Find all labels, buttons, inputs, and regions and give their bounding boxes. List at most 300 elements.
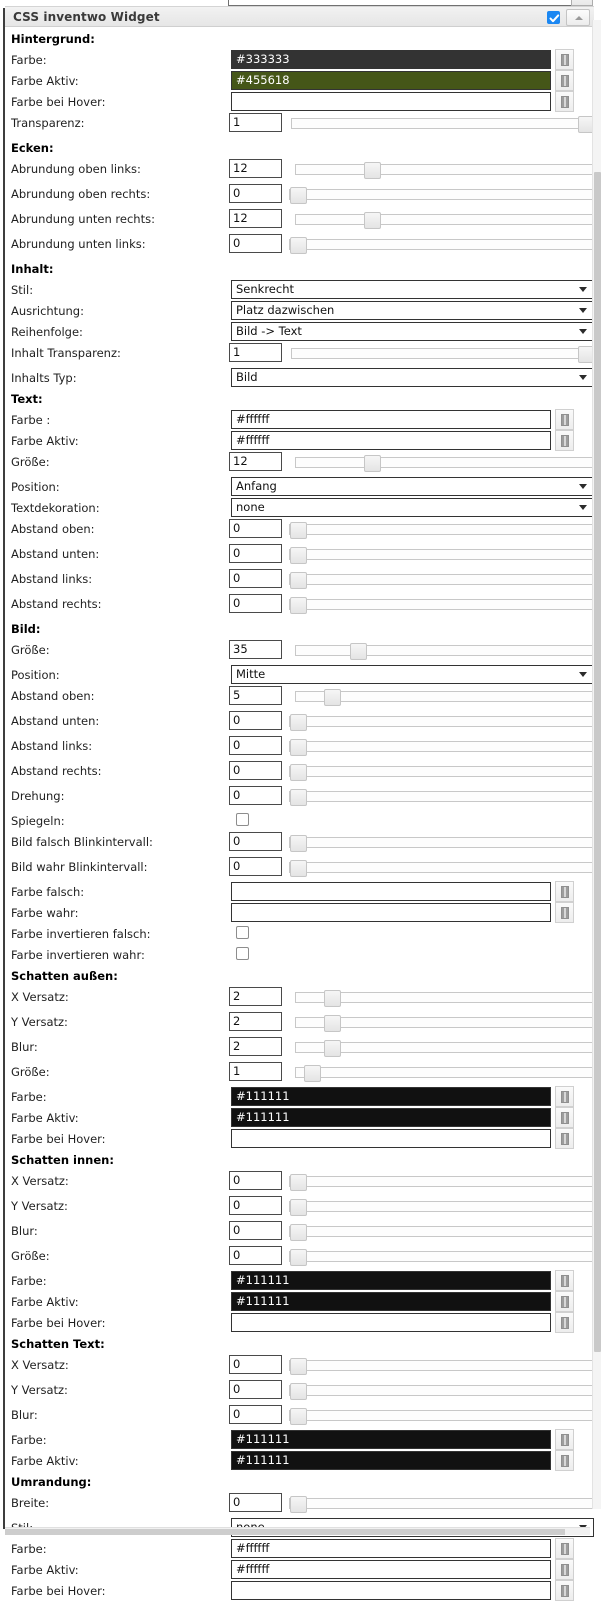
value-input[interactable]: 0 — [229, 832, 282, 851]
select-value: none — [236, 500, 265, 514]
setting-label: Größe: — [11, 455, 50, 469]
value-slider[interactable] — [289, 1201, 594, 1212]
color-value-input[interactable]: #ffffff — [231, 431, 551, 450]
panel-title: CSS inventwo Widget — [13, 10, 160, 24]
toggle-checkbox[interactable] — [236, 926, 249, 939]
group-heading-hintergrund — [5, 28, 594, 49]
slider-handle[interactable] — [290, 187, 307, 204]
setting-label: Blur: — [11, 1224, 38, 1238]
setting-label: Farbe invertieren falsch: — [11, 927, 151, 941]
setting-label: Farbe Aktiv: — [11, 434, 79, 448]
color-palette-icon — [561, 1585, 569, 1597]
value-input[interactable]: 2 — [229, 1012, 282, 1031]
setting-row-schatten-innen-farbe-bei-hover — [5, 1312, 594, 1333]
setting-row-ecken-abrundung-oben-rechts — [5, 183, 594, 208]
slider-handle[interactable] — [290, 714, 307, 731]
setting-label: Blur: — [11, 1040, 38, 1054]
slider-handle[interactable] — [290, 1249, 307, 1266]
setting-row-schatten-aussen-x-versatz — [5, 986, 594, 1011]
setting-label: Farbe invertieren wahr: — [11, 948, 145, 962]
color-palette-icon — [561, 907, 569, 919]
setting-row-bild-farbe-invertieren-wahr — [5, 944, 594, 965]
color-palette-icon — [561, 96, 569, 108]
setting-row-bild-gr-e — [5, 639, 594, 664]
chevron-down-icon — [579, 672, 587, 677]
color-value-input[interactable]: #ffffff — [231, 1539, 551, 1558]
color-picker-button[interactable] — [555, 1450, 574, 1471]
slider-handle[interactable] — [364, 162, 381, 179]
value-slider[interactable] — [291, 348, 594, 359]
value-input[interactable]: 1 — [229, 343, 282, 362]
slider-handle[interactable] — [364, 212, 381, 229]
slider-handle[interactable] — [324, 1040, 341, 1057]
slider-handle[interactable] — [290, 237, 307, 254]
group-heading-schatten-aussen — [5, 965, 594, 986]
value-input[interactable]: 2 — [229, 1037, 282, 1056]
color-value-input[interactable]: #ffffff — [231, 410, 551, 429]
toggle-checkbox[interactable] — [236, 947, 249, 960]
value-input[interactable]: 0 — [229, 711, 282, 730]
value-input[interactable]: 1 — [229, 113, 282, 132]
vertical-scrollbar[interactable] — [592, 20, 601, 1509]
select-dropdown[interactable] — [231, 665, 594, 684]
setting-label: Stil: — [11, 283, 34, 297]
group-heading-label: Hintergrund: — [11, 32, 95, 46]
value-slider[interactable] — [289, 766, 594, 777]
slider-handle[interactable] — [290, 522, 307, 539]
value-input[interactable]: 12 — [229, 209, 282, 228]
value-slider[interactable] — [295, 691, 594, 702]
select-value: Mitte — [236, 667, 266, 681]
setting-row-schatten-aussen-farbe — [5, 1086, 594, 1107]
setting-row-umrandung-breite — [5, 1492, 594, 1517]
color-palette-icon — [561, 886, 569, 898]
setting-label: Farbe bei Hover: — [11, 1584, 106, 1598]
color-palette-icon — [561, 1543, 569, 1555]
color-picker-button[interactable] — [555, 1107, 574, 1128]
setting-row-text-farbe — [5, 409, 594, 430]
slider-handle[interactable] — [290, 547, 307, 564]
setting-label: Farbe : — [11, 413, 51, 427]
setting-row-bild-farbe-wahr — [5, 902, 594, 923]
panel-collapse-button[interactable] — [566, 9, 590, 26]
value-input[interactable]: 12 — [229, 159, 282, 178]
color-value-input[interactable]: #ffffff — [231, 1560, 551, 1579]
value-slider[interactable] — [289, 1385, 594, 1396]
value-input[interactable]: 0 — [229, 1380, 282, 1399]
setting-label: X Versatz: — [11, 990, 69, 1004]
setting-label: Abstand links: — [11, 572, 93, 586]
setting-row-inhalt-inhalts-typ — [5, 367, 594, 388]
setting-label: Größe: — [11, 643, 50, 657]
value-input[interactable]: 0 — [229, 594, 282, 613]
value-input[interactable]: 0 — [229, 761, 282, 780]
setting-row-ecken-abrundung-oben-links — [5, 158, 594, 183]
color-value-input[interactable] — [231, 92, 551, 111]
setting-row-bild-abstand-links — [5, 735, 594, 760]
color-picker-button[interactable] — [555, 1559, 574, 1580]
setting-row-schatten-aussen-blur — [5, 1036, 594, 1061]
setting-label: Ausrichtung: — [11, 304, 84, 318]
setting-row-inhalt-reihenfolge — [5, 321, 594, 342]
group-heading-label: Schatten außen: — [11, 969, 118, 983]
group-heading-label: Schatten innen: — [11, 1153, 114, 1167]
value-input[interactable]: 0 — [229, 786, 282, 805]
chevron-down-icon — [579, 329, 587, 334]
setting-row-umrandung-farbe-aktiv — [5, 1559, 594, 1580]
setting-label: Farbe: — [11, 1274, 47, 1288]
color-palette-icon — [561, 1434, 569, 1446]
slider-handle[interactable] — [290, 860, 307, 877]
panel-enable-checkbox[interactable] — [547, 11, 560, 24]
value-input[interactable]: 0 — [229, 184, 282, 203]
group-heading-label: Ecken: — [11, 141, 54, 155]
value-input[interactable]: 0 — [229, 1221, 282, 1240]
value-slider[interactable] — [289, 549, 594, 560]
value-slider[interactable] — [289, 862, 594, 873]
setting-label: Position: — [11, 480, 60, 494]
group-heading-inhalt — [5, 258, 594, 279]
value-input[interactable]: 0 — [229, 519, 282, 538]
color-value-input[interactable]: #111111 — [231, 1087, 551, 1106]
group-heading-ecken — [5, 137, 594, 158]
value-slider[interactable] — [289, 791, 594, 802]
setting-label: Farbe: — [11, 1090, 47, 1104]
value-input[interactable]: 0 — [229, 1355, 282, 1374]
slider-handle[interactable] — [290, 1199, 307, 1216]
value-input[interactable]: 0 — [229, 1246, 282, 1265]
value-input[interactable]: 0 — [229, 234, 282, 253]
setting-label: Farbe: — [11, 53, 47, 67]
setting-row-bild-abstand-oben — [5, 685, 594, 710]
value-input[interactable]: 0 — [229, 1405, 282, 1424]
value-slider[interactable] — [295, 164, 594, 175]
color-value-input[interactable]: #111111 — [231, 1430, 551, 1449]
setting-label: Inhalts Typ: — [11, 371, 77, 385]
color-palette-icon — [561, 1133, 569, 1145]
select-value: Senkrecht — [236, 282, 294, 296]
slider-handle[interactable] — [324, 689, 341, 706]
setting-row-inhalt-inhalt-transparenz — [5, 342, 594, 367]
setting-row-text-abstand-links — [5, 568, 594, 593]
value-slider[interactable] — [289, 1226, 594, 1237]
setting-row-text-position — [5, 476, 594, 497]
chevron-down-icon — [579, 505, 587, 510]
group-heading-umrandung — [5, 1471, 594, 1492]
group-heading-schatten-innen — [5, 1149, 594, 1170]
color-picker-button[interactable] — [555, 1270, 574, 1291]
setting-row-text-textdekoration — [5, 497, 594, 518]
select-dropdown[interactable] — [231, 322, 594, 341]
color-palette-icon — [561, 1564, 569, 1576]
color-picker-button[interactable] — [555, 70, 574, 91]
slider-handle[interactable] — [290, 1496, 307, 1513]
horizontal-scrollbar[interactable] — [5, 1527, 590, 1535]
panel-header[interactable] — [5, 6, 594, 27]
slider-handle[interactable] — [304, 1065, 321, 1082]
value-slider[interactable] — [295, 645, 594, 656]
color-picker-button[interactable] — [555, 409, 574, 430]
value-slider[interactable] — [289, 1360, 594, 1371]
group-heading-text — [5, 388, 594, 409]
checkmark-icon — [549, 13, 560, 24]
setting-row-text-abstand-oben — [5, 518, 594, 543]
setting-row-schatten-text-x-versatz — [5, 1354, 594, 1379]
color-palette-icon — [561, 1455, 569, 1467]
select-dropdown[interactable] — [231, 498, 594, 517]
value-slider[interactable] — [289, 837, 594, 848]
chevron-down-icon — [579, 375, 587, 380]
setting-label: Farbe bei Hover: — [11, 1316, 106, 1330]
setting-label: Farbe bei Hover: — [11, 95, 106, 109]
group-heading-label: Schatten Text: — [11, 1337, 105, 1351]
setting-label: Abrundung unten rechts: — [11, 212, 155, 226]
value-input[interactable]: 0 — [229, 1196, 282, 1215]
select-value: Bild — [236, 370, 258, 384]
value-slider[interactable] — [295, 1067, 594, 1078]
color-picker-button[interactable] — [555, 1086, 574, 1107]
value-input[interactable]: 12 — [229, 452, 282, 471]
select-dropdown[interactable] — [231, 368, 594, 387]
setting-row-bild-farbe-falsch — [5, 881, 594, 902]
setting-label: X Versatz: — [11, 1358, 69, 1372]
setting-row-text-abstand-unten — [5, 543, 594, 568]
value-slider[interactable] — [295, 214, 594, 225]
setting-row-hintergrund-transparenz — [5, 112, 594, 137]
chevron-down-icon — [579, 484, 587, 489]
color-palette-icon — [561, 54, 569, 66]
select-value: Platz dazwischen — [236, 303, 335, 317]
color-value-input[interactable]: #111111 — [231, 1271, 551, 1290]
setting-row-schatten-innen-x-versatz — [5, 1170, 594, 1195]
setting-row-ecken-abrundung-unten-rechts — [5, 208, 594, 233]
slider-handle[interactable] — [290, 1408, 307, 1425]
value-input[interactable]: 0 — [229, 736, 282, 755]
setting-row-schatten-innen-blur — [5, 1220, 594, 1245]
slider-handle[interactable] — [350, 643, 367, 660]
value-slider[interactable] — [295, 1042, 594, 1053]
toggle-checkbox[interactable] — [236, 813, 249, 826]
color-value-input[interactable] — [231, 1581, 551, 1600]
setting-label: Inhalt Transparenz: — [11, 346, 121, 360]
slider-handle[interactable] — [290, 835, 307, 852]
setting-label: Größe: — [11, 1249, 50, 1263]
color-picker-button[interactable] — [555, 902, 574, 923]
setting-row-schatten-aussen-gr-e — [5, 1061, 594, 1086]
setting-label: Abstand oben: — [11, 689, 95, 703]
value-slider[interactable] — [295, 992, 594, 1003]
slider-handle[interactable] — [290, 1224, 307, 1241]
slider-handle[interactable] — [290, 789, 307, 806]
slider-handle[interactable] — [324, 1015, 341, 1032]
setting-label: Farbe Aktiv: — [11, 1111, 79, 1125]
color-picker-button[interactable] — [555, 1312, 574, 1333]
slider-handle[interactable] — [290, 597, 307, 614]
setting-label: Farbe Aktiv: — [11, 74, 79, 88]
setting-label: Bild falsch Blinkintervall: — [11, 835, 153, 849]
setting-label: Y Versatz: — [11, 1015, 68, 1029]
setting-label: Abrundung oben links: — [11, 162, 141, 176]
setting-row-schatten-aussen-farbe-bei-hover — [5, 1128, 594, 1149]
value-slider[interactable] — [289, 189, 594, 200]
setting-label: Abstand links: — [11, 739, 93, 753]
value-input[interactable]: 0 — [229, 1171, 282, 1190]
setting-row-schatten-text-farbe — [5, 1429, 594, 1450]
setting-label: Farbe: — [11, 1433, 47, 1447]
setting-label: Farbe falsch: — [11, 885, 85, 899]
setting-row-ecken-abrundung-unten-links — [5, 233, 594, 258]
color-value-input[interactable] — [231, 1313, 551, 1332]
setting-label: Breite: — [11, 1496, 50, 1510]
vertical-scrollbar-thumb[interactable] — [594, 172, 601, 1352]
group-heading-label: Umrandung: — [11, 1475, 92, 1489]
value-slider[interactable] — [289, 1498, 594, 1509]
setting-row-umrandung-farbe — [5, 1538, 594, 1559]
color-value-input[interactable] — [231, 903, 551, 922]
slider-handle[interactable] — [290, 1358, 307, 1375]
color-picker-button[interactable] — [555, 49, 574, 70]
value-input[interactable]: 35 — [229, 640, 282, 659]
color-picker-button[interactable] — [555, 881, 574, 902]
color-palette-icon — [561, 1296, 569, 1308]
slider-handle[interactable] — [324, 990, 341, 1007]
color-picker-button[interactable] — [555, 1291, 574, 1312]
setting-label: Reihenfolge: — [11, 325, 83, 339]
select-value: Anfang — [236, 479, 277, 493]
setting-row-schatten-text-y-versatz — [5, 1379, 594, 1404]
setting-row-schatten-innen-y-versatz — [5, 1195, 594, 1220]
select-dropdown[interactable] — [231, 477, 594, 496]
select-dropdown[interactable] — [231, 301, 594, 320]
setting-label: Farbe Aktiv: — [11, 1295, 79, 1309]
setting-row-text-gr-e — [5, 451, 594, 476]
value-input[interactable]: 0 — [229, 569, 282, 588]
chevron-up-icon — [575, 16, 583, 20]
color-value-input[interactable] — [231, 882, 551, 901]
setting-label: Abstand rechts: — [11, 764, 102, 778]
color-picker-button[interactable] — [555, 430, 574, 451]
chevron-down-icon — [579, 287, 587, 292]
slider-handle[interactable] — [364, 455, 381, 472]
value-input[interactable]: 0 — [229, 1493, 282, 1512]
color-palette-icon — [561, 1275, 569, 1287]
setting-label: Blur: — [11, 1408, 38, 1422]
setting-row-bild-farbe-invertieren-falsch — [5, 923, 594, 944]
setting-row-bild-position — [5, 664, 594, 685]
chevron-down-icon — [579, 308, 587, 313]
setting-row-umrandung-farbe-bei-hover — [5, 1580, 594, 1601]
setting-label: Größe: — [11, 1065, 50, 1079]
setting-label: Abrundung oben rechts: — [11, 187, 151, 201]
value-slider[interactable] — [289, 1251, 594, 1262]
setting-row-schatten-text-blur — [5, 1404, 594, 1429]
color-palette-icon — [561, 1112, 569, 1124]
color-picker-button[interactable] — [555, 91, 574, 112]
setting-row-bild-bild-falsch-blinkintervall — [5, 831, 594, 856]
value-slider[interactable] — [289, 716, 594, 727]
slider-handle[interactable] — [290, 1383, 307, 1400]
setting-row-bild-bild-wahr-blinkintervall — [5, 856, 594, 881]
color-palette-icon — [561, 414, 569, 426]
setting-label: Abstand rechts: — [11, 597, 102, 611]
setting-label: Bild wahr Blinkintervall: — [11, 860, 148, 874]
value-slider[interactable] — [289, 574, 594, 585]
color-picker-button[interactable] — [555, 1429, 574, 1450]
group-heading-bild — [5, 618, 594, 639]
value-input[interactable]: 5 — [229, 686, 282, 705]
slider-handle[interactable] — [290, 1174, 307, 1191]
horizontal-scrollbar-thumb[interactable] — [5, 1529, 565, 1535]
setting-row-hintergrund-farbe-aktiv — [5, 70, 594, 91]
setting-row-text-abstand-rechts — [5, 593, 594, 618]
setting-row-schatten-innen-farbe — [5, 1270, 594, 1291]
setting-label: Spiegeln: — [11, 814, 65, 828]
value-input[interactable]: 1 — [229, 1062, 282, 1081]
color-value-input[interactable]: #111111 — [231, 1292, 551, 1311]
setting-label: Farbe Aktiv: — [11, 1454, 79, 1468]
color-palette-icon — [561, 1317, 569, 1329]
value-input[interactable]: 0 — [229, 857, 282, 876]
setting-row-hintergrund-farbe — [5, 49, 594, 70]
color-value-input[interactable]: #111111 — [231, 1451, 551, 1470]
setting-label: X Versatz: — [11, 1174, 69, 1188]
setting-row-hintergrund-farbe-bei-hover — [5, 91, 594, 112]
value-slider[interactable] — [289, 1410, 594, 1421]
color-picker-button[interactable] — [555, 1580, 574, 1601]
setting-row-schatten-innen-farbe-aktiv — [5, 1291, 594, 1312]
color-value-input[interactable]: #455618 — [231, 71, 551, 90]
settings-rows — [5, 28, 594, 1601]
value-slider[interactable] — [289, 239, 594, 250]
group-heading-label: Inhalt: — [11, 262, 54, 276]
setting-label: Transparenz: — [11, 116, 85, 130]
color-picker-button[interactable] — [555, 1128, 574, 1149]
value-slider[interactable] — [289, 524, 594, 535]
value-slider[interactable] — [289, 599, 594, 610]
setting-row-schatten-aussen-farbe-aktiv — [5, 1107, 594, 1128]
setting-row-bild-abstand-rechts — [5, 760, 594, 785]
color-palette-icon — [561, 75, 569, 87]
value-slider[interactable] — [291, 118, 594, 129]
slider-handle[interactable] — [290, 739, 307, 756]
setting-label: Farbe: — [11, 1542, 47, 1556]
color-picker-button[interactable] — [555, 1538, 574, 1559]
color-palette-icon — [561, 1091, 569, 1103]
color-value-input[interactable] — [231, 1129, 551, 1148]
select-dropdown[interactable] — [231, 280, 594, 299]
group-heading-label: Bild: — [11, 622, 41, 636]
color-value-input[interactable]: #333333 — [231, 50, 551, 69]
setting-label: Drehung: — [11, 789, 65, 803]
value-input[interactable]: 2 — [229, 987, 282, 1006]
setting-label: Y Versatz: — [11, 1383, 68, 1397]
value-input[interactable]: 0 — [229, 544, 282, 563]
setting-row-schatten-text-farbe-aktiv — [5, 1450, 594, 1471]
value-slider[interactable] — [289, 741, 594, 752]
setting-label: Farbe wahr: — [11, 906, 79, 920]
setting-label: Abstand unten: — [11, 714, 100, 728]
slider-handle[interactable] — [290, 572, 307, 589]
value-slider[interactable] — [295, 1017, 594, 1028]
slider-handle[interactable] — [290, 764, 307, 781]
select-value: Bild -> Text — [236, 324, 302, 338]
color-value-input[interactable]: #111111 — [231, 1108, 551, 1127]
group-heading-schatten-text — [5, 1333, 594, 1354]
setting-label: Farbe bei Hover: — [11, 1132, 106, 1146]
value-slider[interactable] — [289, 1176, 594, 1187]
value-slider[interactable] — [295, 457, 594, 468]
setting-label: Textdekoration: — [11, 501, 100, 515]
